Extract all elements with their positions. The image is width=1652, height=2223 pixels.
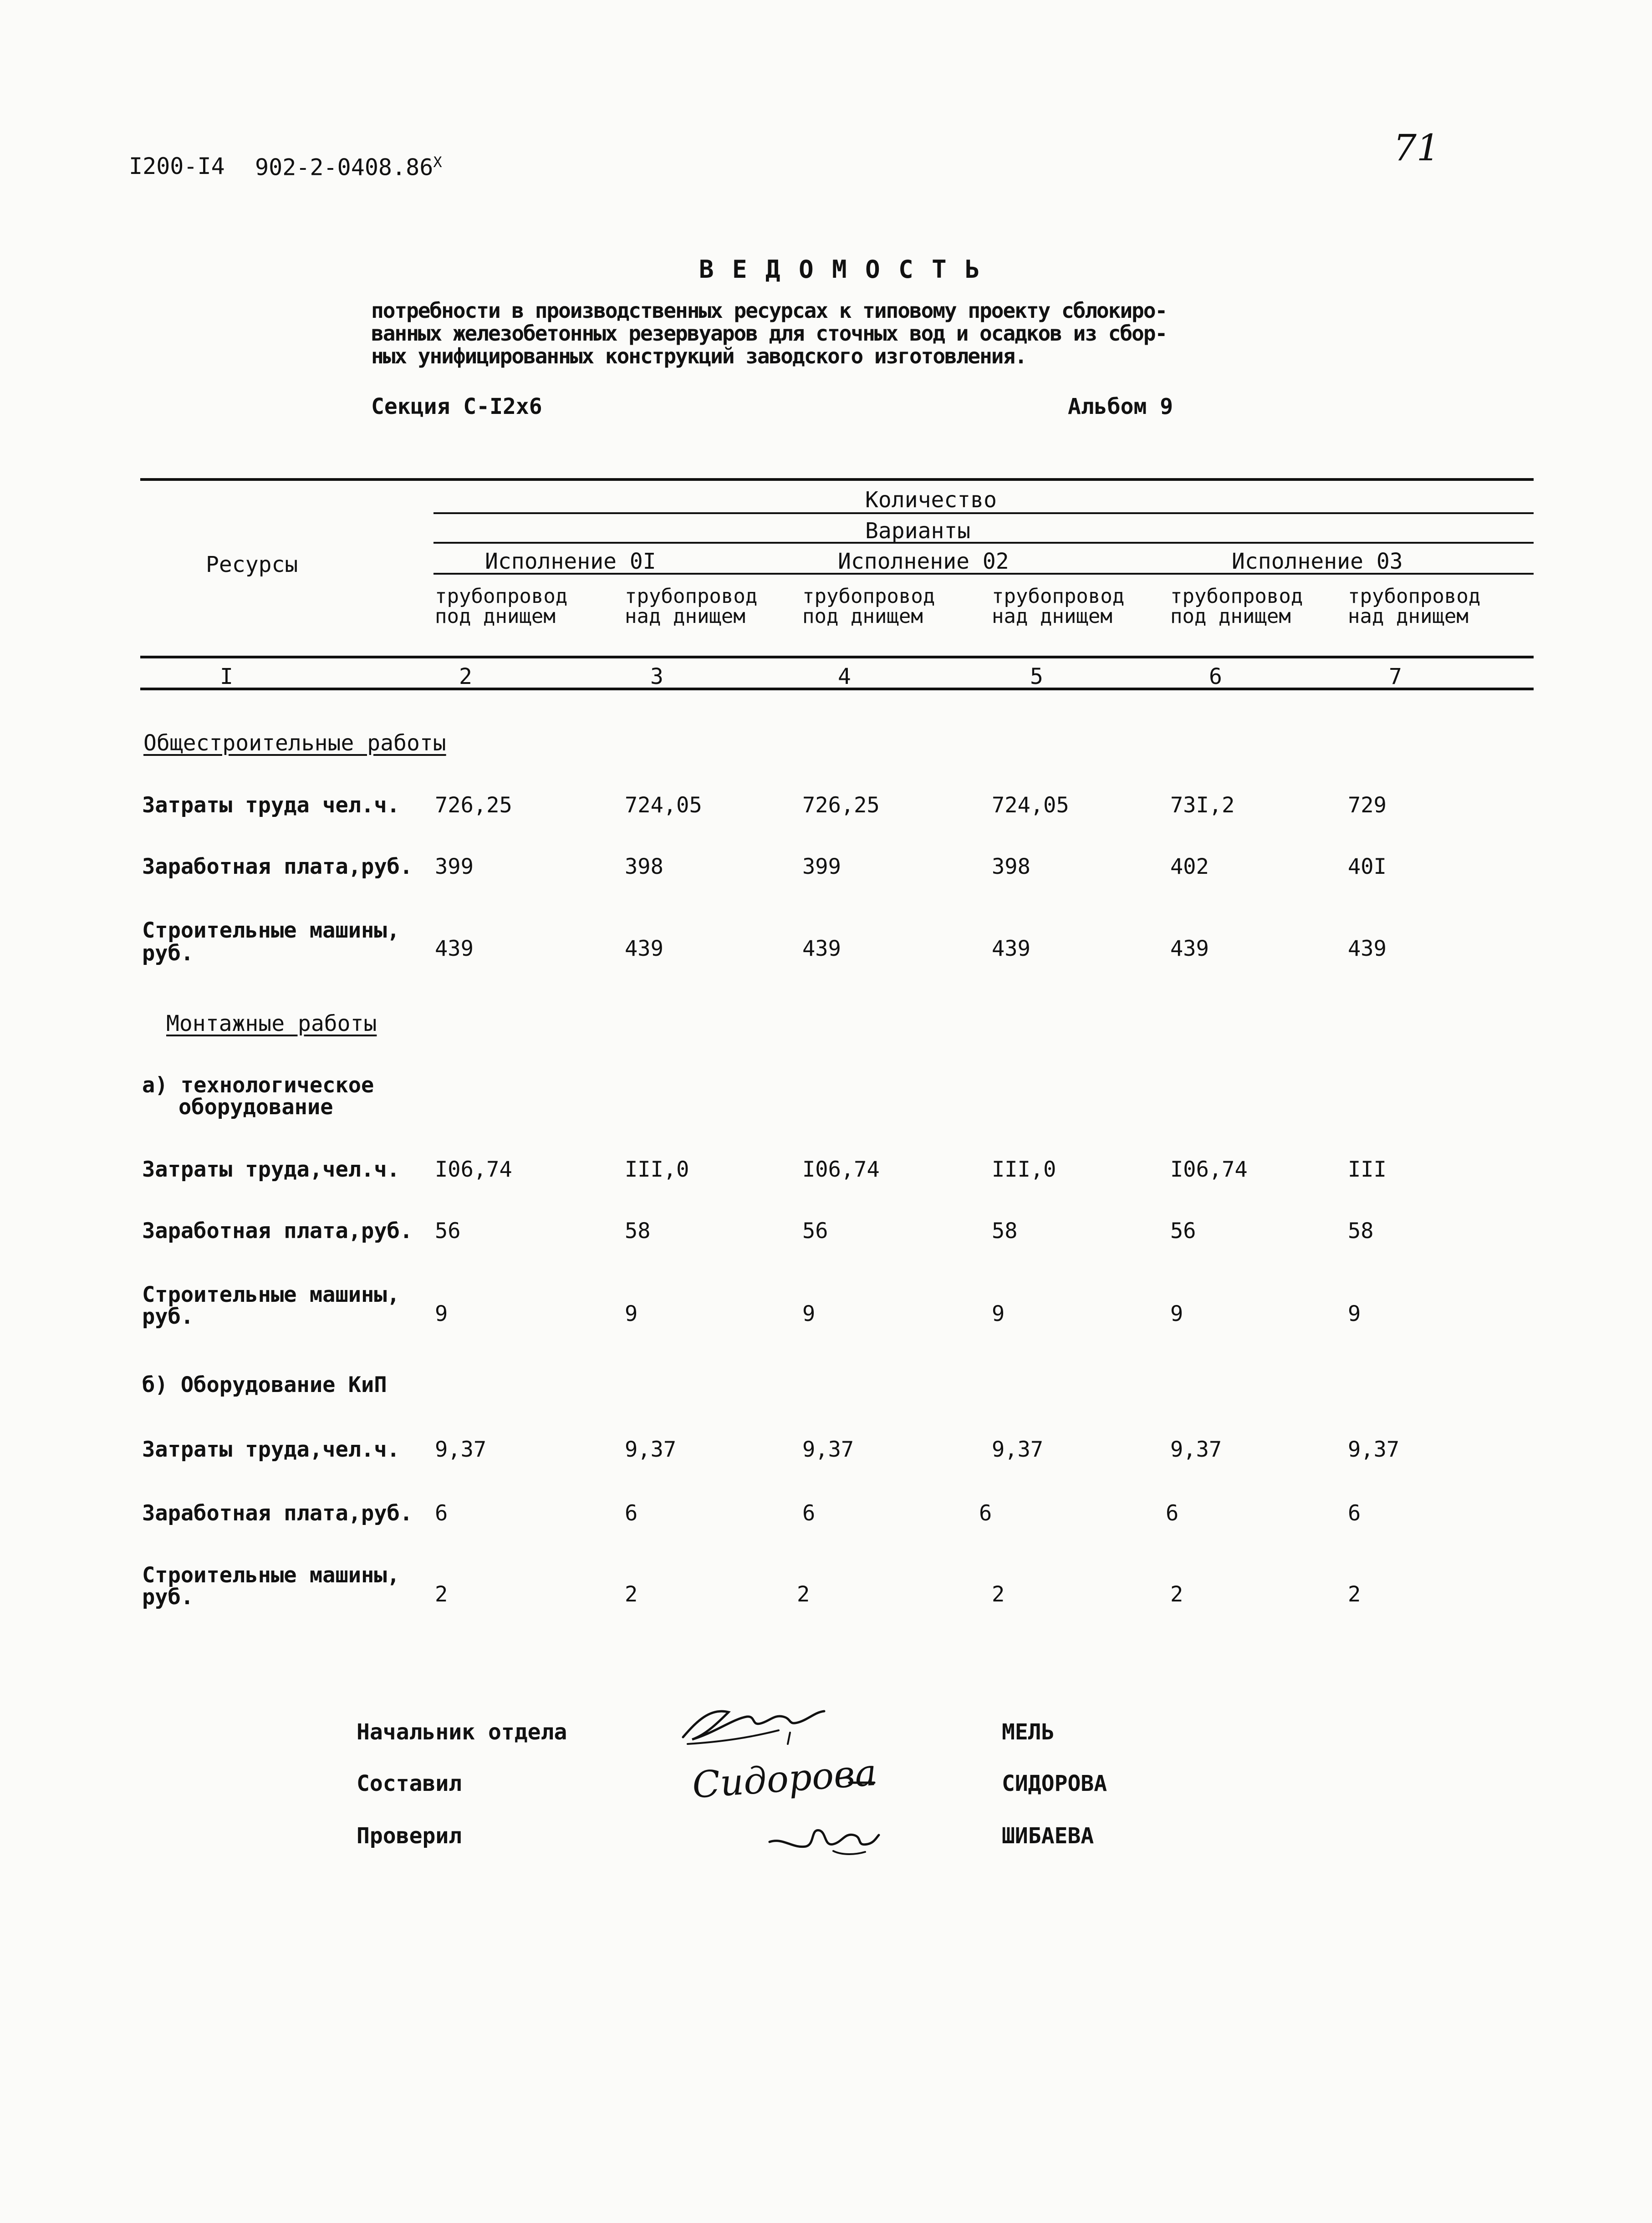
value-col2: 9: [435, 1301, 448, 1326]
value-col2: 2: [435, 1582, 448, 1607]
numbers-bottom-rule: [140, 688, 1534, 690]
document-title: В Е Д О М О С Т Ь: [699, 255, 982, 284]
subheader-col4-l2: под днищем: [802, 605, 923, 628]
value-col2: 56: [435, 1219, 461, 1244]
subheader-col7-l1: трубопровод: [1348, 585, 1481, 608]
signature-role-author: Составил: [357, 1771, 462, 1796]
subsection-a-title: а) технологическое: [142, 1073, 374, 1098]
value-col3: 58: [625, 1219, 651, 1244]
value-col5: 2: [992, 1582, 1005, 1607]
value-col7: 439: [1348, 936, 1387, 961]
value-col7: III: [1348, 1157, 1387, 1182]
execution-02: Исполнение 02: [838, 549, 1009, 574]
doc-code-number: 902-2-0408.86: [255, 154, 433, 181]
subheader-col4: [802, 586, 935, 627]
value-col4: I06,74: [802, 1157, 880, 1182]
value-col7: 40I: [1348, 854, 1387, 879]
title-line-2: ванных железобетонных резервуаров для сточных вод и осадков из сбор-: [371, 321, 1167, 346]
value-col5: 58: [992, 1219, 1018, 1244]
value-col4: 2: [797, 1582, 810, 1607]
signature-scribble-author: Сидорова: [691, 1751, 878, 1807]
value-col6: 73I,2: [1170, 793, 1235, 818]
value-col4: 9: [802, 1301, 816, 1326]
signature-name-head: МЕЛЬ: [1002, 1719, 1055, 1745]
value-col2: 439: [435, 936, 474, 961]
variants-rule: [433, 542, 1534, 544]
value-col2: 726,25: [435, 793, 512, 818]
variants-header: Варианты: [865, 518, 971, 544]
value-col4: 399: [802, 854, 841, 879]
value-col6: 2: [1170, 1582, 1183, 1607]
doc-code-main: [255, 155, 442, 179]
subheader-col2-l2: под днищем: [435, 605, 556, 628]
subheader-col5-l2: над днищем: [992, 605, 1112, 628]
value-col7: 9,37: [1348, 1437, 1400, 1462]
value-col5: 9,37: [992, 1437, 1044, 1462]
album-label: Альбом 9: [1068, 394, 1173, 419]
value-col2: 9,37: [435, 1437, 487, 1462]
value-col4: 726,25: [802, 793, 880, 818]
colnum-3: 3: [650, 664, 663, 689]
value-col5: 439: [992, 936, 1030, 961]
value-col3: 9: [625, 1301, 638, 1326]
value-col7: 6: [1348, 1501, 1361, 1526]
signature-name-author: СИДОРОВА: [1002, 1771, 1107, 1796]
row-label: Заработная плата,руб.: [142, 1501, 413, 1526]
doc-code-left: I200-I4: [129, 153, 225, 179]
colnum-5: 5: [1030, 664, 1043, 689]
title-line-1: потребности в производственных ресурсах к типовому проекту сблокиро-: [371, 298, 1167, 323]
subheader-col2-l1: трубопровод: [435, 585, 568, 608]
subheader-col3-l1: трубопровод: [625, 585, 758, 608]
subheader-col6: [1170, 586, 1303, 627]
quantity-header: Количество: [865, 487, 997, 513]
subheader-col3: [625, 586, 757, 627]
row-label: Затраты труда чел.ч.: [142, 793, 400, 818]
execution-03: Исполнение 03: [1232, 549, 1403, 574]
row-label: Строительные машины,: [142, 1282, 400, 1307]
subheader-col7: [1348, 586, 1480, 627]
value-col6: 9: [1170, 1301, 1183, 1326]
subheader-col6-l1: трубопровод: [1170, 585, 1303, 608]
section-label: Секция С-I2х6: [371, 394, 542, 419]
value-col6: 56: [1170, 1219, 1196, 1244]
value-col5: 6: [979, 1501, 992, 1526]
section-title-general: Общестроительные работы: [143, 730, 446, 756]
value-col2: 399: [435, 854, 474, 879]
subsection-b-title: б) Оборудование КиП: [142, 1372, 387, 1397]
value-col5: 724,05: [992, 793, 1069, 818]
subheader-col5: [992, 586, 1124, 627]
row-label-cont: руб.: [142, 941, 194, 966]
row-label-cont: руб.: [142, 1585, 194, 1610]
colnum-1: I: [220, 664, 233, 689]
signature-scribble-checker: [765, 1810, 883, 1860]
value-col3: 439: [625, 936, 663, 961]
subheader-col3-l2: над днищем: [625, 605, 745, 628]
value-col5: III,0: [992, 1157, 1056, 1182]
table-top-rule: [140, 478, 1534, 481]
value-col6: 402: [1170, 854, 1209, 879]
value-col3: 398: [625, 854, 663, 879]
subheader-col4-l1: трубопровод: [802, 585, 935, 608]
value-col2: I06,74: [435, 1157, 512, 1182]
colnum-4: 4: [838, 664, 851, 689]
value-col6: 9,37: [1170, 1437, 1222, 1462]
resources-header: Ресурсы: [206, 552, 298, 577]
signature-name-checker: ШИБАЕВА: [1002, 1823, 1094, 1849]
value-col3: 724,05: [625, 793, 702, 818]
value-col7: 729: [1348, 793, 1387, 818]
value-col3: 6: [625, 1501, 638, 1526]
subheader-col2: [435, 586, 567, 627]
header-bottom-rule: [140, 656, 1534, 658]
row-label: Строительные машины,: [142, 1563, 400, 1588]
signature-scribble-head: [678, 1694, 829, 1753]
row-label: Строительные машины,: [142, 918, 400, 943]
colnum-7: 7: [1389, 664, 1402, 689]
row-label: Затраты труда,чел.ч.: [142, 1157, 400, 1182]
signature-role-head: Начальник отдела: [357, 1719, 567, 1745]
row-label-cont: руб.: [142, 1304, 194, 1329]
page-number: 71: [1393, 127, 1440, 169]
signature-role-checker: Проверил: [357, 1823, 462, 1849]
value-col4: 439: [802, 936, 841, 961]
section-title-mounting: Монтажные работы: [166, 1011, 377, 1036]
value-col7: 58: [1348, 1219, 1374, 1244]
value-col7: 9: [1348, 1301, 1361, 1326]
value-col2: 6: [435, 1501, 448, 1526]
value-col3: 9,37: [625, 1437, 677, 1462]
row-label: Затраты труда,чел.ч.: [142, 1437, 400, 1462]
doc-code-superscript: X: [433, 153, 442, 171]
value-col4: 6: [802, 1501, 816, 1526]
row-label: Заработная плата,руб.: [142, 1219, 413, 1244]
row-label: Заработная плата,руб.: [142, 854, 413, 879]
value-col4: 56: [802, 1219, 828, 1244]
title-line-3: ных унифицированных конструкций заводского изготовления.: [371, 344, 1026, 368]
subheader-col7-l2: над днищем: [1348, 605, 1468, 628]
colnum-2: 2: [459, 664, 472, 689]
value-col5: 9: [992, 1301, 1005, 1326]
value-col6: 6: [1166, 1501, 1179, 1526]
value-col3: III,0: [625, 1157, 689, 1182]
subheader-col5-l1: трубопровод: [992, 585, 1125, 608]
colnum-6: 6: [1209, 664, 1222, 689]
value-col4: 9,37: [802, 1437, 854, 1462]
execution-01: Исполнение 0I: [485, 549, 656, 574]
value-col3: 2: [625, 1582, 638, 1607]
value-col6: 439: [1170, 936, 1209, 961]
subsection-a-title-cont: оборудование: [178, 1095, 333, 1120]
signature-dash-author: [847, 1778, 879, 1787]
value-col5: 398: [992, 854, 1030, 879]
subheader-col6-l2: под днищем: [1170, 605, 1291, 628]
value-col6: I06,74: [1170, 1157, 1248, 1182]
value-col7: 2: [1348, 1582, 1361, 1607]
